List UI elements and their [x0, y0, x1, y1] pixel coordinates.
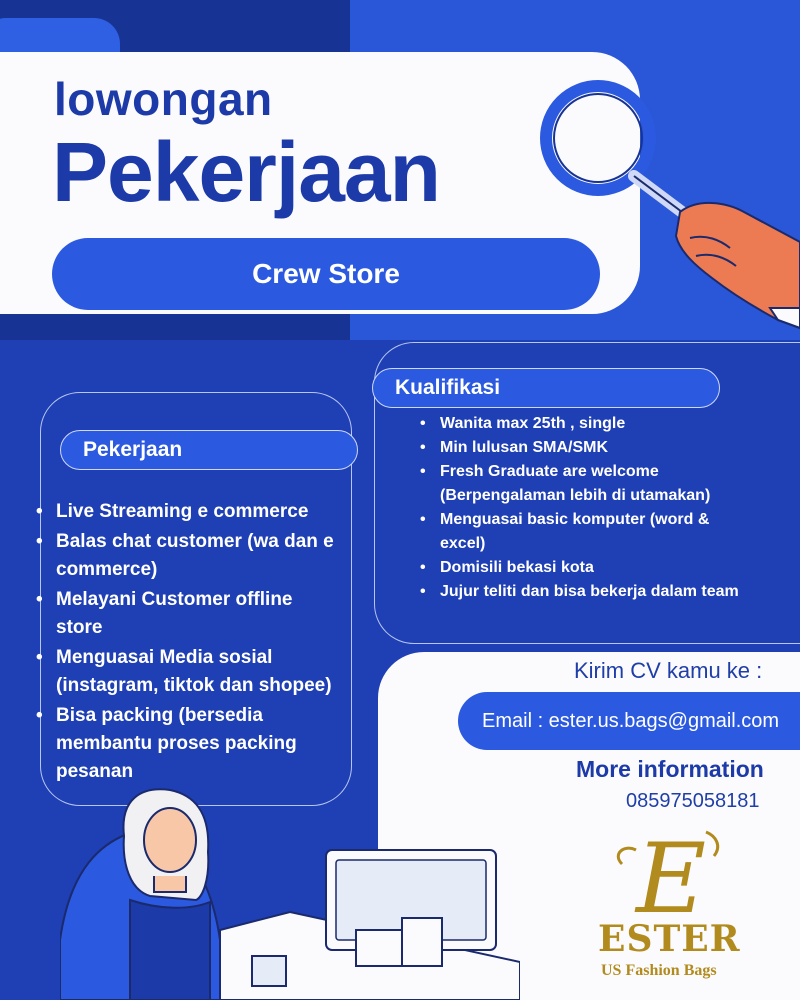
email-pill[interactable] — [458, 692, 800, 750]
position-pill — [52, 238, 600, 310]
list-item: • Menguasai Media sosial (instagram, tiktok dan shopee) — [36, 644, 336, 700]
list-item: • Bisa packing (bersedia membantu proses packing pesanan — [36, 702, 336, 786]
list-item: • Balas chat customer (wa dan e commerce) — [36, 528, 336, 584]
position-label: Crew Store — [252, 258, 400, 289]
job-heading-pill — [60, 430, 358, 470]
more-info-heading: More information — [576, 756, 764, 782]
list-item: • Fresh Graduate are welcome (Berpengalaman lebih di utamakan) — [420, 460, 750, 508]
woman-at-computer-illustration — [60, 780, 520, 1000]
qualification-list — [420, 412, 750, 604]
job-list — [36, 498, 336, 788]
phone-number[interactable]: 085975058181 — [626, 790, 760, 812]
list-item: • Jujur teliti dan bisa bekerja dalam team — [420, 580, 750, 604]
title-small: lowongan — [54, 73, 273, 125]
brand-tagline: US Fashion Bags — [601, 962, 717, 979]
brand-name: ESTER — [598, 918, 741, 960]
list-item: • Melayani Customer offline store — [36, 586, 336, 642]
email-text: Email : ester.us.bags@gmail.com — [482, 709, 780, 732]
list-item: • Menguasai basic komputer (word & excel) — [420, 508, 750, 556]
list-item: • Min lulusan SMA/SMK — [420, 436, 750, 460]
contact-heading: Kirim CV kamu ke : — [574, 658, 763, 683]
title-big: Pekerjaan — [52, 125, 440, 219]
magnifier-icon — [530, 70, 800, 330]
list-item: • Wanita max 25th , single — [420, 412, 750, 436]
qualification-heading: Kualifikasi — [395, 376, 501, 399]
job-heading: Pekerjaan — [83, 438, 183, 461]
qualification-heading-pill — [372, 368, 720, 408]
list-item: • Domisili bekasi kota — [420, 556, 750, 580]
logo-monogram: E — [635, 823, 707, 935]
list-item: • Live Streaming e commerce — [36, 498, 336, 526]
